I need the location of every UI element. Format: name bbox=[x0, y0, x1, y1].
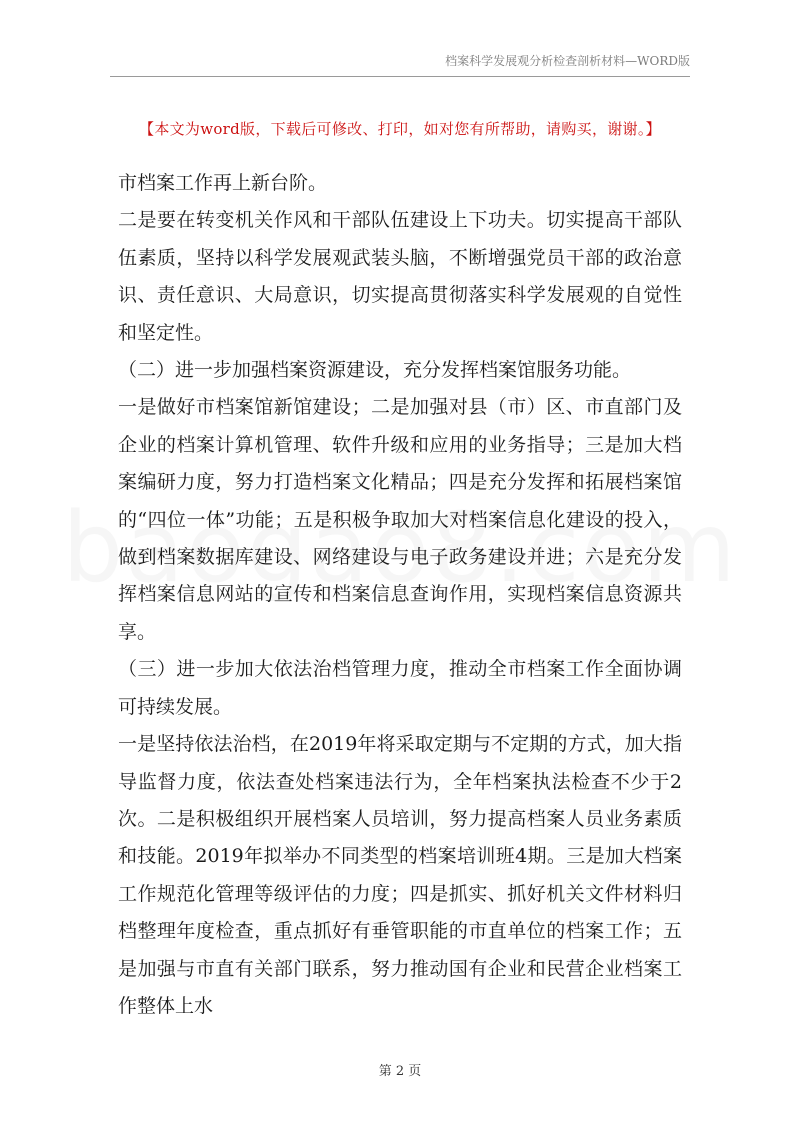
paragraph: 一是坚持依法治档，在2019年将采取定期与不定期的方式，加大指导监督力度，依法查处档案违法行为，全年档案执法检查不少于2次。二是积极组织开展档案人员培训，努力提高档案人员业务素质和技能。2019年拟举办不同类型的档案培训班4期。三是加大档案工作规范化管理等级评估的力度；四是抓实、抓好机关文件材料归档整理年度检查，重点抓好有垂管职能的市直单位的档案工作；五是加强与市直有关部门联系，努力推动国有企业和民营企业档案工作整体上水 bbox=[118, 733, 682, 1017]
section-heading: （二）进一步加强档案资源建设，充分发挥档案馆服务功能。 bbox=[118, 359, 632, 382]
download-notice: 【本文为word版，下载后可修改、打印，如对您有所帮助，请购买，谢谢。】 bbox=[139, 120, 661, 138]
paragraph: 市档案工作再上新台阶。 bbox=[118, 172, 328, 194]
section-heading: （三）进一步加大依法治档管理力度，推动全市档案工作全面协调可持续发展。 bbox=[118, 658, 682, 718]
paragraph: 一是做好市档案馆新馆建设；二是加强对县（市）区、市直部门及企业的档案计算机管理、软件升级和应用的业务指导；三是加大档案编研力度，努力打造档案文化精品；四是充分发挥和拓展档案馆的“四位一体”功能；五是积极争取加大对档案信息化建设的投入，做到档案数据库建设、网络建设与电子政务建设并进；六是充分发挥档案信息网站的宣传和档案信息查询作用，实现档案信息资源共享。 bbox=[118, 396, 682, 643]
paragraph: 二是要在转变机关作风和干部队伍建设上下功夫。切实提高干部队伍素质，坚持以科学发展观武装头脑，不断增强党员干部的政治意识、责任意识、大局意识，切实提高贯彻落实科学发展观的自觉性和坚定性。 bbox=[118, 209, 682, 344]
document-body bbox=[118, 165, 682, 1025]
page-number: 第 2 页 bbox=[378, 1064, 422, 1079]
header-title: 档案科学发展观分析检查剖析材料—WORD版 bbox=[445, 54, 690, 68]
page-header bbox=[110, 50, 690, 77]
